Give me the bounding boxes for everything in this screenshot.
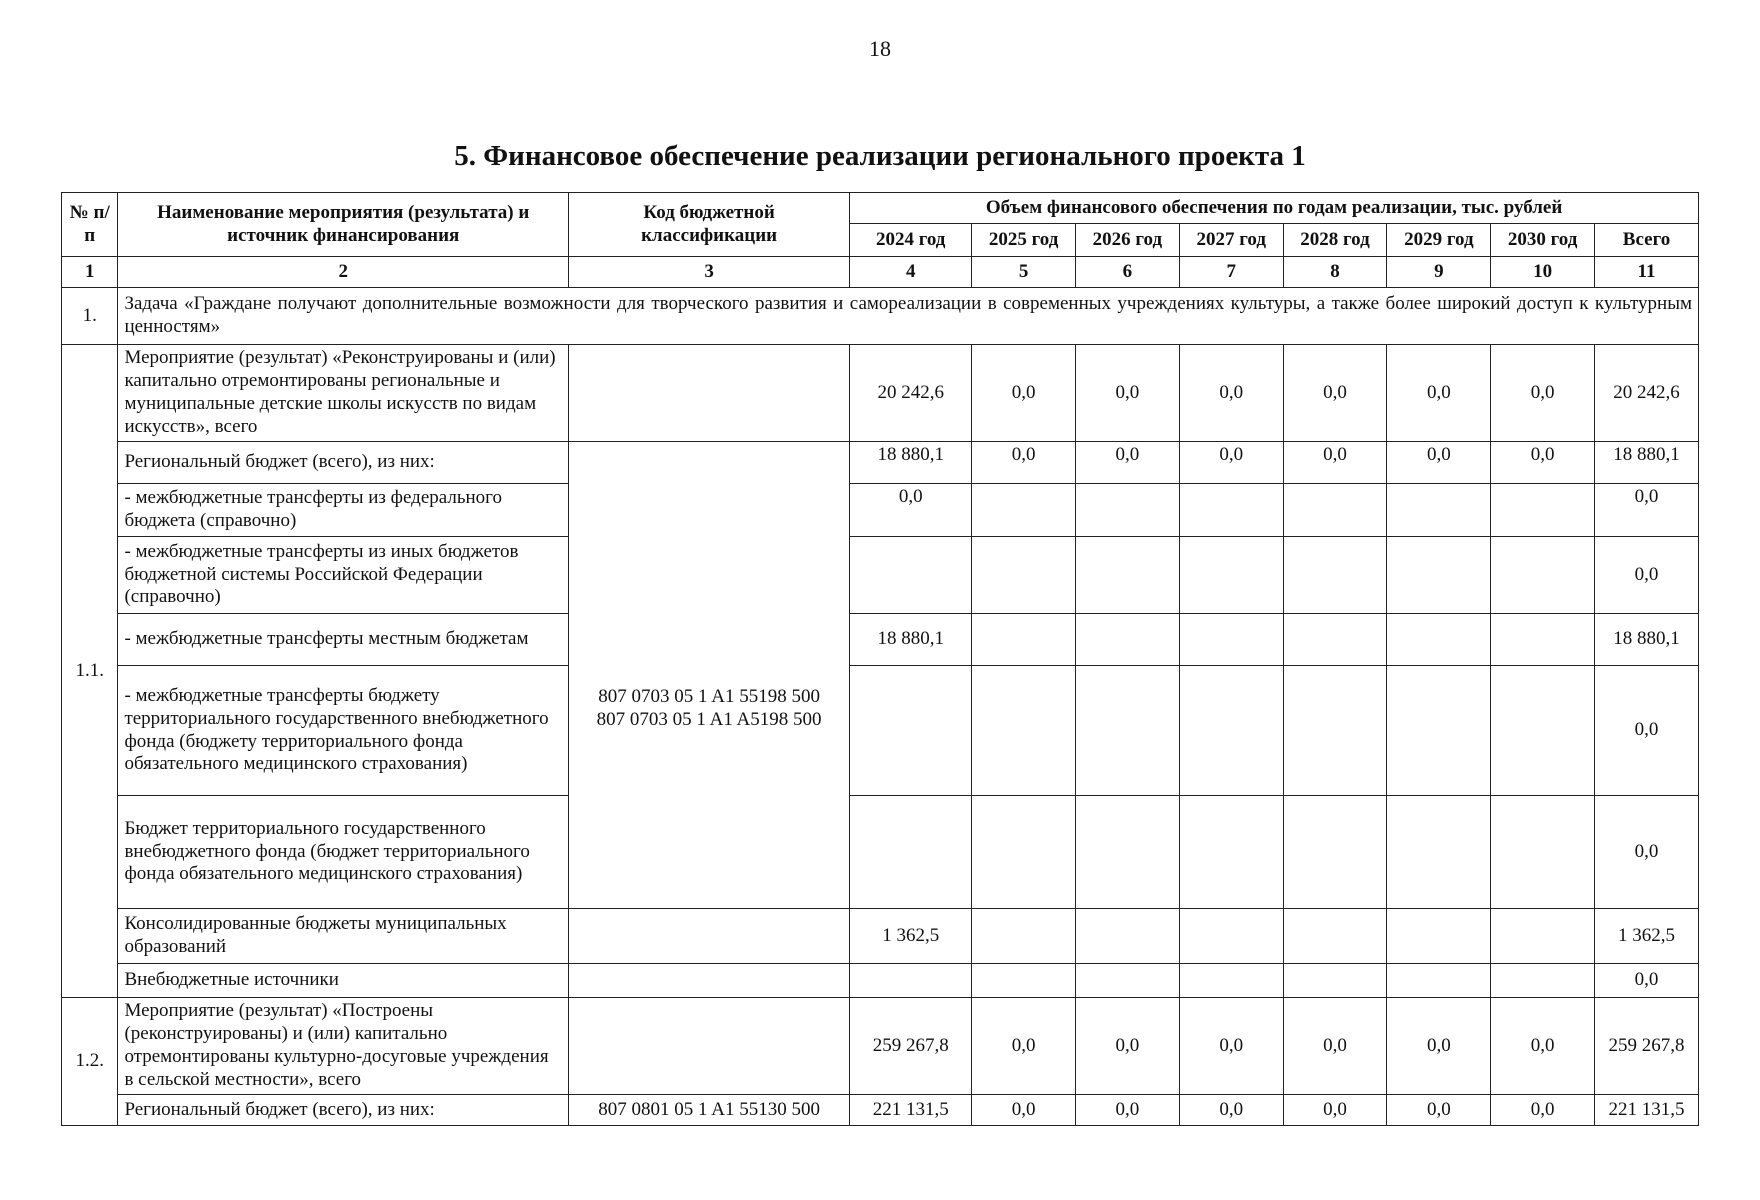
value-cell	[1387, 614, 1491, 666]
value-cell	[1075, 537, 1179, 614]
value-cell: 0,0	[1387, 1095, 1491, 1126]
table-row	[62, 614, 1699, 666]
header-total: Всего	[1595, 224, 1699, 257]
header-year: 2030 год	[1491, 224, 1595, 257]
header-code: Код бюджетной классификации	[569, 193, 850, 257]
value-cell	[1179, 537, 1283, 614]
table-row	[62, 998, 1699, 1095]
value-cell	[972, 614, 1076, 666]
value-cell	[850, 666, 972, 796]
value-cell: 0,0	[972, 998, 1076, 1095]
value-cell: 0,0	[1595, 484, 1699, 537]
value-cell: 0,0	[1075, 998, 1179, 1095]
value-cell: 0,0	[972, 1095, 1076, 1126]
column-number: 4	[850, 257, 972, 288]
value-cell	[972, 964, 1076, 998]
value-cell	[1283, 964, 1387, 998]
value-cell: 0,0	[1491, 1095, 1595, 1126]
value-cell	[972, 666, 1076, 796]
header-year: 2025 год	[972, 224, 1076, 257]
value-cell	[1491, 614, 1595, 666]
value-cell	[1283, 796, 1387, 909]
table-row	[62, 909, 1699, 964]
row-name: Бюджет территориального государственного внебюджетного фонда (бюджет территориального фонда обязательного медицинского страхования)	[118, 796, 569, 909]
value-cell	[1179, 964, 1283, 998]
row-name: - межбюджетные трансферты из иных бюджетов бюджетной системы Российской Федерации (справочно)	[118, 537, 569, 614]
value-cell: 0,0	[1283, 345, 1387, 442]
row-name: Региональный бюджет (всего), из них:	[118, 442, 569, 484]
value-cell	[1283, 666, 1387, 796]
task-row	[62, 288, 1699, 345]
value-cell: 0,0	[1387, 345, 1491, 442]
value-cell	[1491, 666, 1595, 796]
budget-code-text: 807 0703 05 1 A1 55198 500 807 0703 05 1 A1 A5198 500	[596, 686, 822, 730]
value-cell: 259 267,8	[1595, 998, 1699, 1095]
value-cell: 0,0	[1075, 442, 1179, 484]
value-cell: 0,0	[1075, 1095, 1179, 1126]
value-cell	[1387, 909, 1491, 964]
row-name: Мероприятие (результат) «Построены (реконструированы) и (или) капитально отремонтированы культурно-досуговые учреждения в сельской местности», всего	[118, 998, 569, 1095]
column-number: 5	[972, 257, 1076, 288]
value-cell: 259 267,8	[850, 998, 972, 1095]
value-cell	[972, 909, 1076, 964]
value-cell: 221 131,5	[850, 1095, 972, 1126]
row-name: Региональный бюджет (всего), из них:	[118, 1095, 569, 1126]
block-num: 1.1.	[62, 345, 118, 998]
value-cell: 18 880,1	[850, 614, 972, 666]
value-cell	[1283, 614, 1387, 666]
column-number: 3	[569, 257, 850, 288]
value-cell	[1387, 796, 1491, 909]
page-number: 18	[869, 36, 891, 61]
code-cell-empty	[569, 909, 850, 964]
value-cell: 18 880,1	[1595, 614, 1699, 666]
column-number: 6	[1075, 257, 1179, 288]
budget-code	[569, 442, 850, 909]
value-cell	[1179, 614, 1283, 666]
value-cell	[1491, 964, 1595, 998]
value-cell: 0,0	[972, 442, 1076, 484]
code-cell	[569, 998, 850, 1095]
value-cell	[850, 796, 972, 909]
value-cell: 0,0	[1075, 345, 1179, 442]
column-number: 11	[1595, 257, 1699, 288]
header-year: 2027 год	[1179, 224, 1283, 257]
table-row	[62, 964, 1699, 998]
row-name: - межбюджетные трансферты местным бюджетам	[118, 614, 569, 666]
task-text: Задача «Граждане получают дополнительные возможности для творческого развития и самореализации в современных учреждениях культуры, а также более широкий доступ к культурным ценностям»	[118, 288, 1699, 345]
value-cell	[1283, 537, 1387, 614]
page-title: 5. Финансовое обеспечение реализации регионального проекта 1	[454, 140, 1306, 172]
column-number: 10	[1491, 257, 1595, 288]
value-cell	[1179, 909, 1283, 964]
value-cell	[972, 537, 1076, 614]
value-cell: 0,0	[1179, 1095, 1283, 1126]
value-cell	[1179, 484, 1283, 537]
column-number: 8	[1283, 257, 1387, 288]
value-cell	[1387, 537, 1491, 614]
column-number: 2	[118, 257, 569, 288]
value-cell: 0,0	[1179, 442, 1283, 484]
value-cell: 20 242,6	[850, 345, 972, 442]
header-name: Наименование мероприятия (результата) и источник финансирования	[118, 193, 569, 257]
value-cell: 0,0	[850, 484, 972, 537]
column-number: 1	[62, 257, 118, 288]
code-cell-empty	[569, 345, 850, 442]
row-name: - межбюджетные трансферты из федерального бюджета (справочно)	[118, 484, 569, 537]
row-name: Внебюджетные источники	[118, 964, 569, 998]
row-name: - межбюджетные трансферты бюджету территориального государственного внебюджетного фонда (бюджету территориального фонда обязательного медицинского страхования)	[118, 666, 569, 796]
value-cell	[1179, 796, 1283, 909]
value-cell: 0,0	[972, 345, 1076, 442]
value-cell: 221 131,5	[1595, 1095, 1699, 1126]
table-row	[62, 442, 1699, 484]
value-cell	[1283, 484, 1387, 537]
block-num: 1.2.	[62, 998, 118, 1126]
value-cell: 18 880,1	[1595, 442, 1699, 484]
value-cell	[1387, 666, 1491, 796]
value-cell: 0,0	[1283, 442, 1387, 484]
value-cell: 1 362,5	[850, 909, 972, 964]
value-cell	[1491, 796, 1595, 909]
value-cell	[850, 964, 972, 998]
row-name: Мероприятие (результат) «Реконструированы и (или) капитально отремонтированы региональные и муниципальные детские школы искусств по видам искусств», всего	[118, 345, 569, 442]
value-cell: 1 362,5	[1595, 909, 1699, 964]
value-cell: 0,0	[1387, 442, 1491, 484]
table-row	[62, 537, 1699, 614]
value-cell: 0,0	[1491, 345, 1595, 442]
value-cell: 0,0	[1491, 442, 1595, 484]
task-num: 1.	[62, 288, 118, 345]
value-cell: 0,0	[1387, 998, 1491, 1095]
value-cell	[1179, 666, 1283, 796]
value-cell: 0,0	[1283, 998, 1387, 1095]
column-number: 9	[1387, 257, 1491, 288]
value-cell: 0,0	[1283, 1095, 1387, 1126]
row-name: Консолидированные бюджеты муниципальных образований	[118, 909, 569, 964]
value-cell: 0,0	[1595, 964, 1699, 998]
header-year: 2024 год	[850, 224, 972, 257]
table-row	[62, 484, 1699, 537]
financing-table	[61, 192, 1699, 1126]
value-cell	[1491, 909, 1595, 964]
value-cell	[1075, 796, 1179, 909]
value-cell	[1387, 964, 1491, 998]
table-row	[62, 1095, 1699, 1126]
value-cell: 20 242,6	[1595, 345, 1699, 442]
value-cell	[1387, 484, 1491, 537]
value-cell: 0,0	[1179, 345, 1283, 442]
value-cell	[1075, 484, 1179, 537]
value-cell	[1075, 666, 1179, 796]
value-cell: 0,0	[1595, 666, 1699, 796]
column-number: 7	[1179, 257, 1283, 288]
value-cell	[1075, 964, 1179, 998]
value-cell	[850, 537, 972, 614]
value-cell	[972, 796, 1076, 909]
value-cell	[1491, 537, 1595, 614]
value-cell	[1075, 614, 1179, 666]
value-cell	[972, 484, 1076, 537]
code-cell-empty	[569, 964, 850, 998]
value-cell: 0,0	[1595, 537, 1699, 614]
header-year: 2026 год	[1075, 224, 1179, 257]
value-cell: 0,0	[1491, 998, 1595, 1095]
value-cell	[1075, 909, 1179, 964]
header-num: № п/п	[62, 193, 118, 257]
value-cell	[1283, 909, 1387, 964]
header-year: 2029 год	[1387, 224, 1491, 257]
table-row	[62, 345, 1699, 442]
header-year: 2028 год	[1283, 224, 1387, 257]
value-cell	[1491, 484, 1595, 537]
table-row	[62, 796, 1699, 909]
value-cell: 0,0	[1595, 796, 1699, 909]
value-cell: 0,0	[1179, 998, 1283, 1095]
header-volume: Объем финансового обеспечения по годам реализации, тыс. рублей	[850, 193, 1699, 224]
value-cell: 18 880,1	[850, 442, 972, 484]
code-cell: 807 0801 05 1 A1 55130 500	[569, 1095, 850, 1126]
table-row	[62, 666, 1699, 796]
